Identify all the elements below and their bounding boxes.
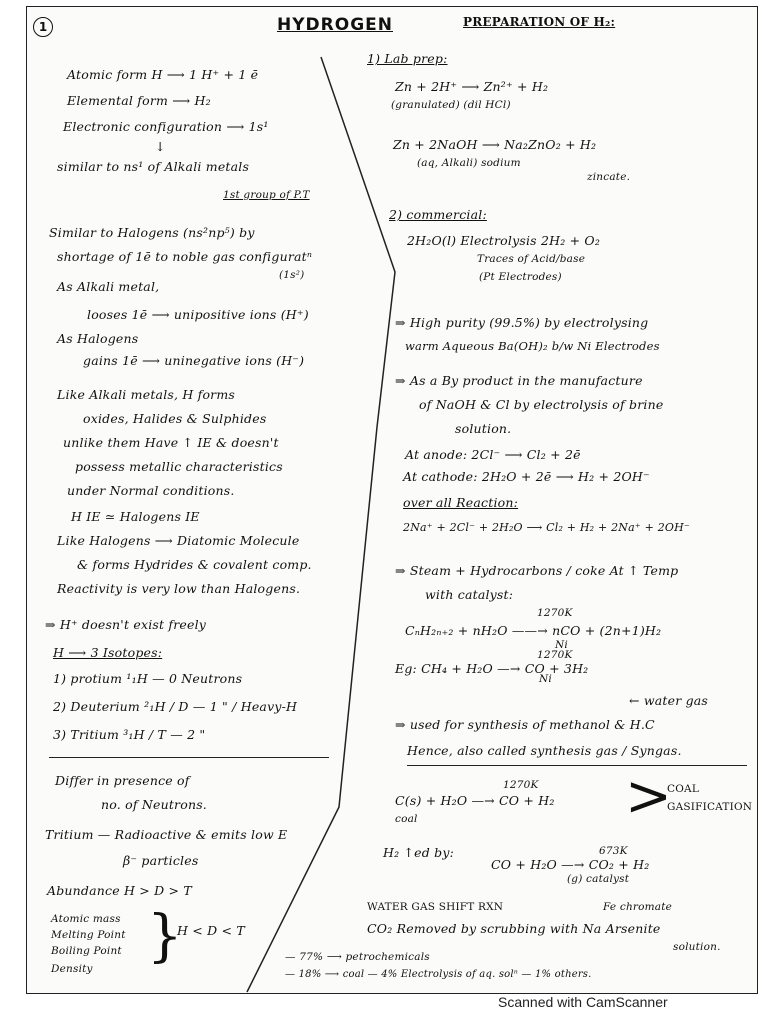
note-line: CO₂ Removed by scrubbing with Na Arsenite [367, 921, 661, 936]
note-line: 1) protium ¹₁H — 0 Neutrons [53, 671, 243, 686]
note-line: C(s) + H₂O —→ CO + H₂ [395, 793, 555, 808]
note-line: Density [51, 963, 93, 975]
section-heading: PREPARATION OF H₂: [463, 15, 616, 29]
note-line: ⇒ H⁺ doesn't exist freely [45, 617, 207, 632]
note-line: similar to ns¹ of Alkali metals [57, 159, 250, 174]
note-line: ⇒ Steam + Hydrocarbons / coke At ↑ Temp [395, 563, 679, 578]
note-line: H < D < T [177, 923, 245, 938]
note-line: looses 1ē ⟶ unipositive ions (H⁺) [87, 307, 309, 322]
note-line: 1270K [503, 779, 539, 791]
right-column [367, 7, 757, 993]
note-line: Elemental form ⟶ H₂ [67, 93, 211, 108]
note-line: WATER GAS SHIFT RXN [367, 901, 504, 913]
note-line: Like Alkali metals, H forms [57, 387, 236, 402]
note-line: gains 1ē ⟶ uninegative ions (H⁻) [83, 353, 305, 368]
note-line: ⇒ used for synthesis of methanol & H.C [395, 717, 655, 732]
note-line: warm Aqueous Ba(OH)₂ b/w Ni Electrodes [405, 339, 660, 353]
note-line: Electronic configuration ⟶ 1s¹ [63, 119, 269, 134]
note-line: Like Halogens ⟶ Diatomic Molecule [57, 533, 300, 548]
note-line: coal [395, 813, 418, 825]
note-line: ↓ [155, 139, 166, 154]
note-line: Ni [555, 639, 568, 651]
note-line: Zn + 2H⁺ ⟶ Zn²⁺ + H₂ [395, 79, 549, 94]
note-line: 2H₂O(l) Electrolysis 2H₂ + O₂ [407, 233, 601, 248]
note-line: zincate. [587, 171, 631, 183]
note-line: 2Na⁺ + 2Cl⁻ + 2H₂O ⟶ Cl₂ + H₂ + 2Na⁺ + 2OH⁻ [403, 521, 690, 534]
page-number: 1 [33, 17, 53, 37]
note-line: CO + H₂O —→ CO₂ + H₂ [491, 857, 650, 872]
note-line: (g) catalyst [567, 873, 630, 885]
note-line: oxides, Halides & Sulphides [83, 411, 267, 426]
note-line: 1) Lab prep: [367, 51, 448, 66]
note-line: with catalyst: [425, 587, 514, 602]
note-line: 3) Tritium ³₁H / T — 2 " [53, 727, 206, 742]
note-line: GASIFICATION [667, 801, 753, 813]
page-title: HYDROGEN [277, 15, 393, 35]
note-line: H IE ≃ Halogens IE [71, 509, 200, 524]
note-line: 2) Deuterium ²₁H / D — 1 " / Heavy-H [53, 699, 298, 714]
scanner-watermark: Scanned with CamScanner [498, 994, 668, 1010]
note-line: At cathode: 2H₂O + 2ē ⟶ H₂ + 2OH⁻ [403, 469, 650, 484]
notebook-page [26, 6, 758, 994]
note-line: As Halogens [57, 331, 139, 346]
note-line: Fe chromate [603, 901, 673, 913]
note-line: Differ in presence of [55, 773, 190, 788]
note-line: Eg: CH₄ + H₂O —→ CO + 3H₂ [395, 661, 589, 676]
note-line: β⁻ particles [123, 853, 199, 868]
note-line: solution. [455, 421, 512, 436]
note-line: ⇒ High purity (99.5%) by electrolysing [395, 315, 649, 330]
note-line: COAL [667, 783, 699, 795]
note-line: under Normal conditions. [67, 483, 235, 498]
note-line: 1270K [537, 649, 573, 661]
note-line: possess metallic characteristics [75, 459, 283, 474]
note-line: 1270K [537, 607, 573, 619]
note-line: Zn + 2NaOH ⟶ Na₂ZnO₂ + H₂ [393, 137, 597, 152]
note-line: Reactivity is very low than Halogens. [57, 581, 301, 596]
note-line: & forms Hydrides & covalent comp. [77, 557, 312, 572]
note-line: Melting Point [51, 929, 126, 941]
note-line: no. of Neutrons. [101, 797, 207, 812]
note-line: H₂ ↑ed by: [383, 845, 455, 860]
note-line: CₙH₂ₙ₊₂ + nH₂O ——→ nCO + (2n+1)H₂ [405, 623, 662, 638]
note-line: Boiling Point [51, 945, 122, 957]
note-line: Atomic form H ⟶ 1 H⁺ + 1 ē [67, 67, 259, 82]
note-line: (Pt Electrodes) [479, 271, 562, 283]
note-line: Traces of Acid/base [477, 253, 586, 265]
note-line: (aq, Alkali) sodium [417, 157, 521, 169]
note-line: H ⟶ 3 Isotopes: [53, 645, 163, 660]
note-line: At anode: 2Cl⁻ ⟶ Cl₂ + 2ē [405, 447, 581, 462]
curly-brace: } [147, 904, 183, 969]
divider-line [49, 757, 329, 758]
note-line: over all Reaction: [403, 495, 519, 510]
note-line: (1s²) [279, 269, 305, 281]
note-line: Tritium — Radioactive & emits low E [45, 827, 288, 842]
note-line: ⇒ As a By product in the manufacture [395, 373, 643, 388]
note-line: As Alkali metal, [57, 279, 160, 294]
note-line: Abundance H > D > T [47, 883, 192, 898]
note-line: shortage of 1ē to noble gas configuratⁿ [57, 249, 313, 264]
note-line: 1st group of P.T [223, 189, 310, 201]
note-line: Atomic mass [51, 913, 121, 925]
note-line: solution. [673, 941, 721, 953]
note-line: — 77% ⟶ petrochemicals [285, 951, 430, 963]
note-line: Hence, also called synthesis gas / Syngas. [407, 743, 682, 758]
note-line: — 18% ⟶ coal — 4% Electrolysis of aq. solⁿ — 1% others. [285, 969, 592, 980]
note-line: (granulated) (dil HCl) [391, 99, 511, 111]
note-line: 673K [599, 845, 628, 857]
note-line: of NaOH & Cl by electrolysis of brine [419, 397, 664, 412]
note-line: ← water gas [629, 693, 709, 708]
divider-line [407, 765, 747, 766]
note-line: unlike them Have ↑ IE & doesn't [63, 435, 279, 450]
note-line: Ni [539, 673, 552, 685]
left-column [27, 7, 367, 993]
curly-brace: > [625, 764, 672, 829]
note-line: 2) commercial: [389, 207, 487, 222]
note-line: Similar to Halogens (ns²np⁵) by [49, 225, 255, 240]
